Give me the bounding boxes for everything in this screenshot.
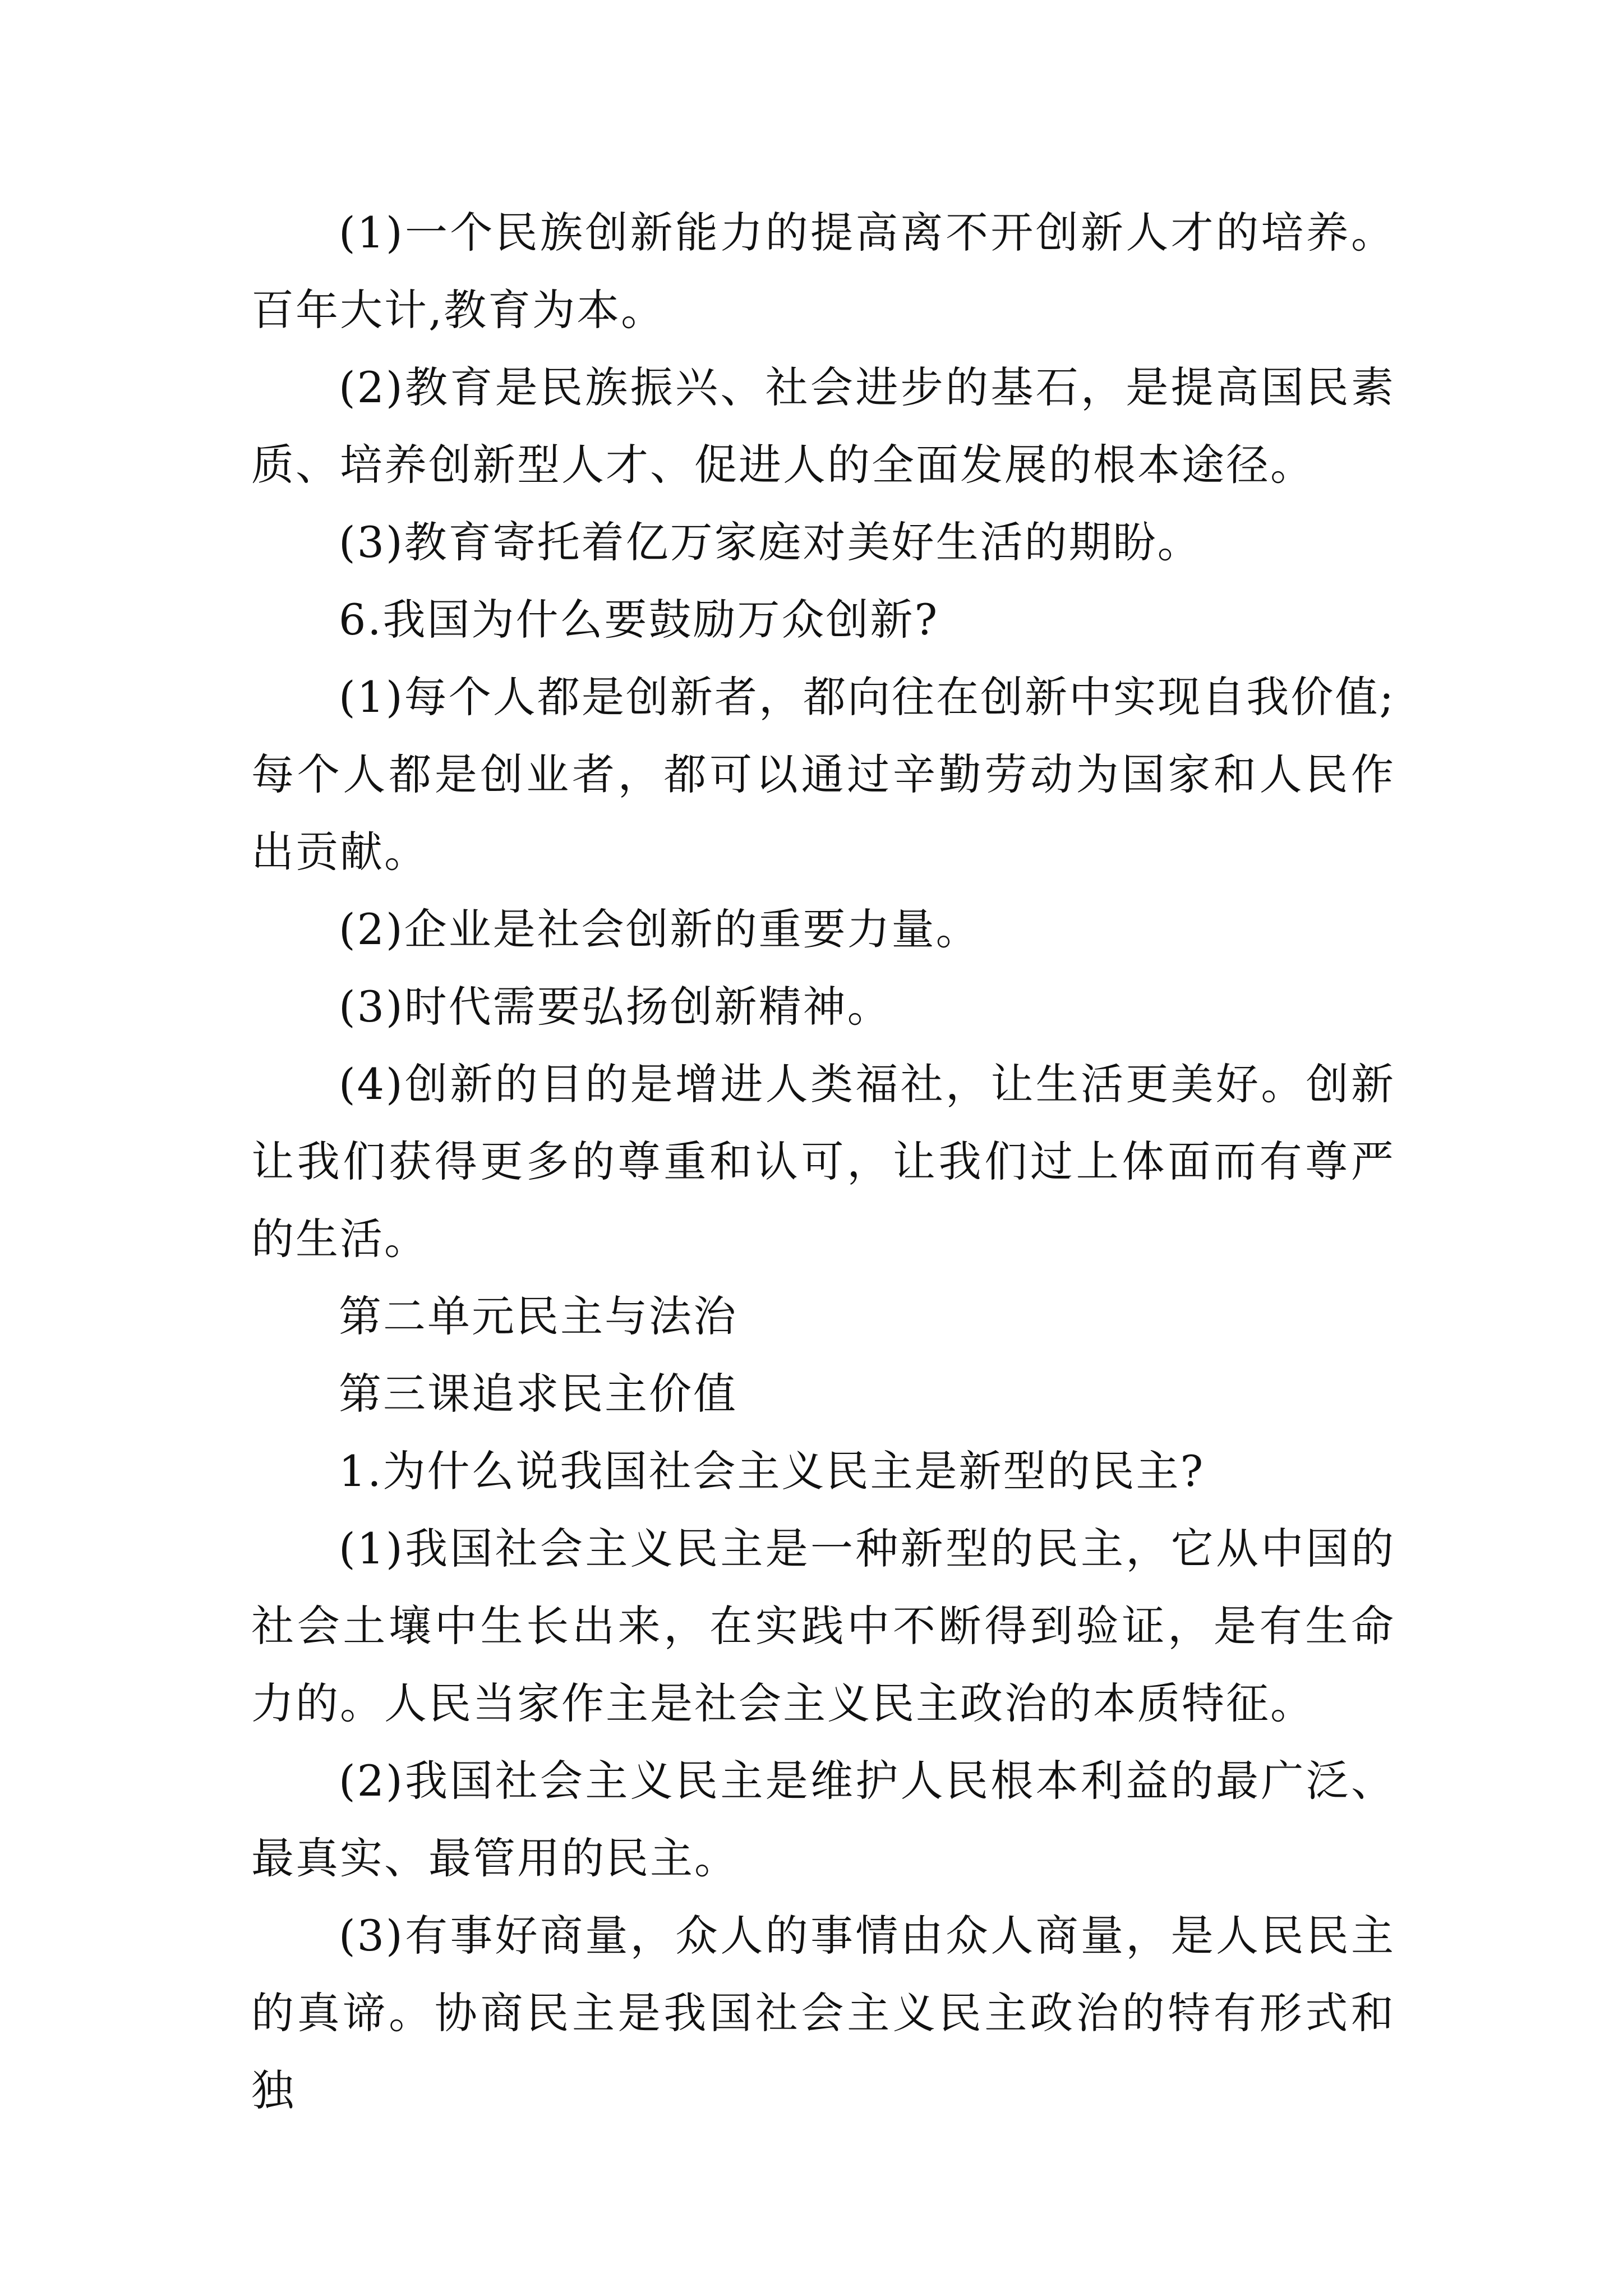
paragraph-innovation-purpose: (4)创新的目的是增进人类福社，让生活更美好。创新让我们获得更多的尊重和认可，让我们过上体面而有尊严的生活。 <box>251 1059 1395 1264</box>
paragraph-everyone-innovator: (1)每个人都是创新者，都向往在创新中实现自我价值;每个人都是创业者，都可以通过辛勤劳动为国家和人民作出贡献。 <box>251 672 1395 877</box>
question-heading-innovation: 6.我国为什么要鼓励万众创新? <box>339 595 939 645</box>
paragraph-new-democracy: (1)我国社会主义民主是一种新型的民主，它从中国的社会土壤中生长出来，在实践中不断得到验证，是有生命力的。人民当家作主是社会主义民主政治的本质特征。 <box>251 1524 1395 1728</box>
lesson-heading: 第三课追求民主价值 <box>339 1369 737 1419</box>
paragraph-education-talent: (1)一个民族创新能力的提高离不开创新人才的培养。百年大计,教育为本。 <box>251 208 1395 335</box>
paragraph-education-foundation: (2)教育是民族振兴、社会进步的基石，是提高国民素质、培养创新型人才、促进人的全面发展的根本途径。 <box>251 362 1395 490</box>
paragraph-education-hope: (3)教育寄托着亿万家庭对美好生活的期盼。 <box>339 517 1202 567</box>
document-body <box>251 194 1395 2129</box>
question-heading-democracy: 1.为什么说我国社会主义民主是新型的民主? <box>339 1446 1205 1496</box>
unit-heading: 第二单元民主与法治 <box>339 1291 737 1341</box>
paragraph-enterprise: (2)企业是社会创新的重要力量。 <box>339 904 980 954</box>
paragraph-era-spirit: (3)时代需要弘扬创新精神。 <box>339 982 892 1032</box>
paragraph-broadest-democracy: (2)我国社会主义民主是维护人民根本利益的最广泛、最真实、最管用的民主。 <box>251 1756 1395 1883</box>
paragraph-consultative-democracy: (3)有事好商量，众人的事情由众人商量，是人民民主的真谛。协商民主是我国社会主义民主政治的特有形式和独 <box>251 1911 1395 2115</box>
